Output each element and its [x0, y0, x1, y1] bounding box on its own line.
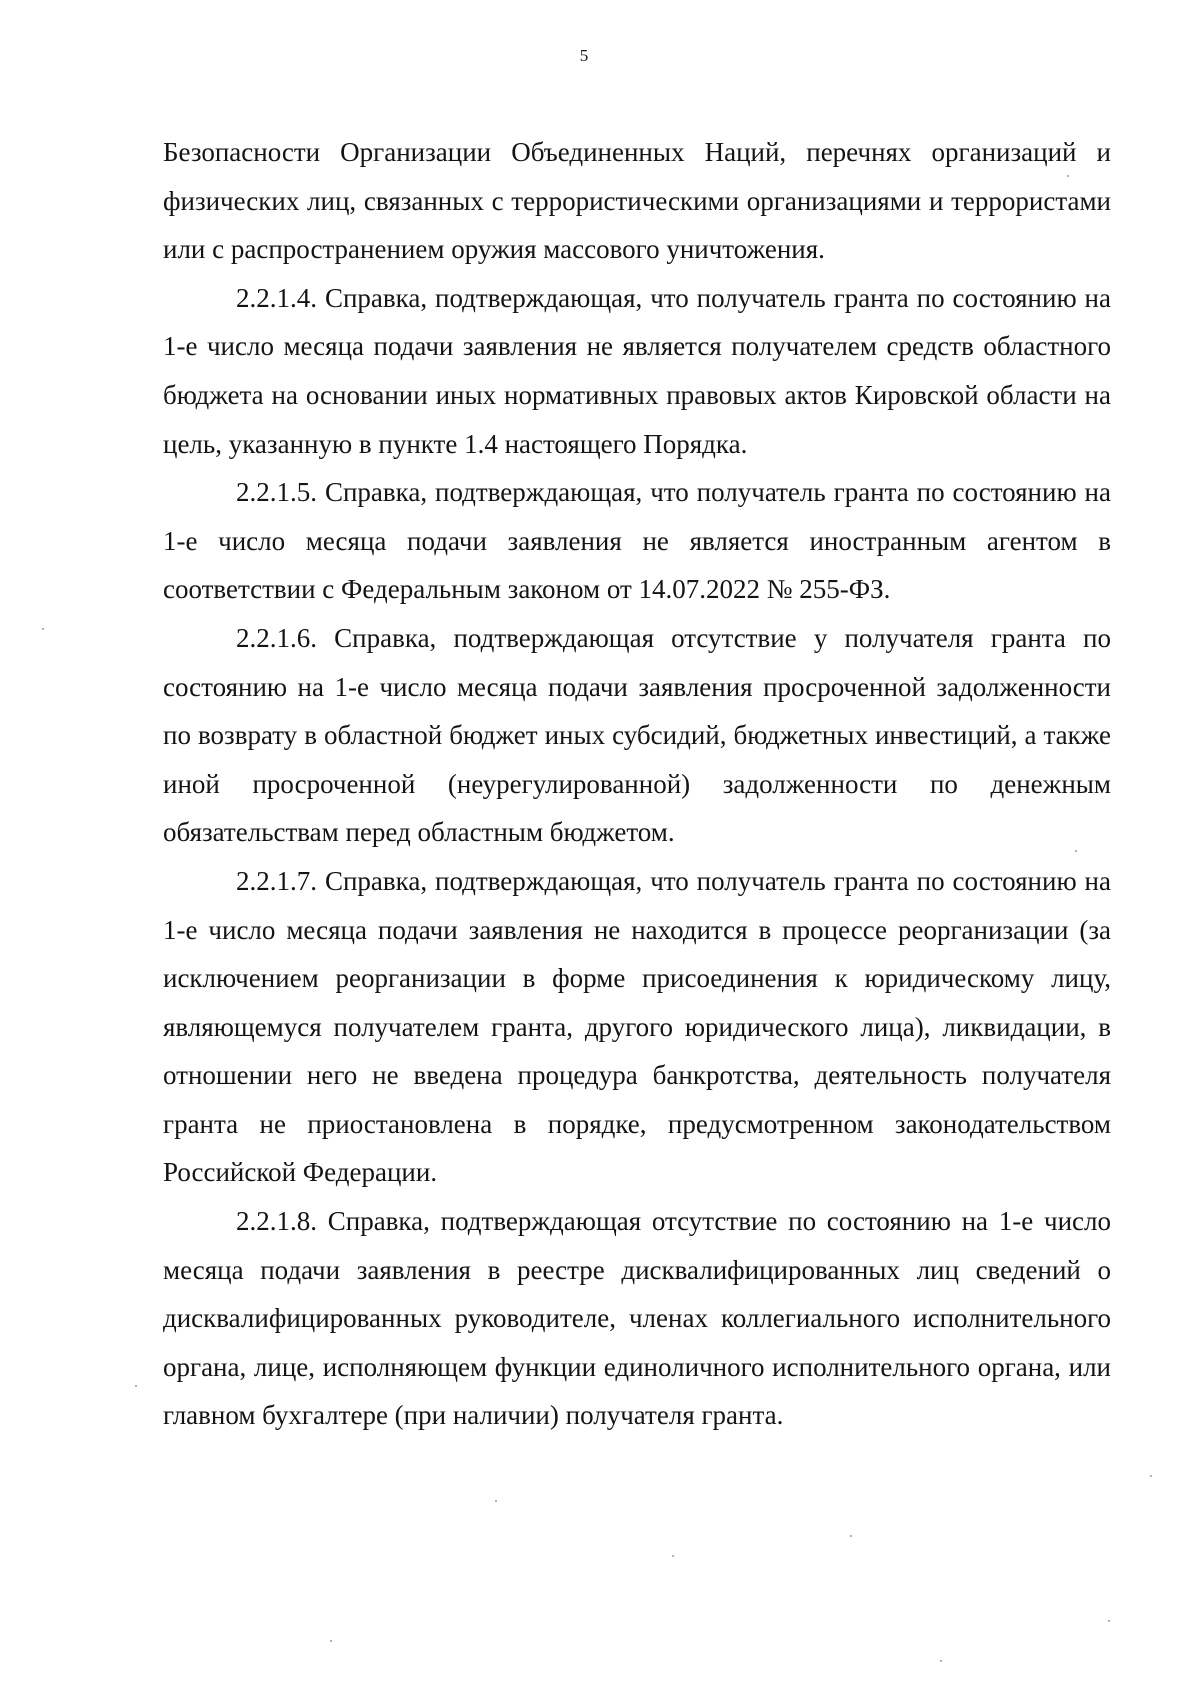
scan-speck — [1108, 1620, 1110, 1622]
scan-speck — [672, 1555, 674, 1557]
document-body — [163, 128, 1111, 1440]
paragraph-continuation: Безопасности Организации Объединенных Наций, перечнях организаций и физических лиц, связанных с террористическими организациями и террористами или с распространением оружия массового уничтожения. — [163, 137, 1111, 265]
paragraph-2-2-1-7: 2.2.1.7. Справка, подтверждающая, что получатель гранта по состоянию на 1-е число месяца подачи заявления не находится в процессе реорганизации (за исключением реорганизации в форме присоединения к юридическому лицу, являющемуся получателем гранта, другого юридического лица), ликвидации, в отношении него не введена процедура банкротства, деятельность получателя гранта не приостановлена в порядке, предусмотренном законодательством Российской Федерации. — [163, 865, 1111, 1188]
scan-speck — [135, 1385, 137, 1387]
paragraph-2-2-1-4: 2.2.1.4. Справка, подтверждающая, что получатель гранта по состоянию на 1-е число месяца подачи заявления не является получателем средств областного бюджета на основании иных нормативных правовых актов Кировской области на цель, указанную в пункте 1.4 настоящего Порядка. — [163, 282, 1111, 459]
scan-speck — [495, 1500, 497, 1502]
scan-speck — [330, 1640, 332, 1642]
page-number: 5 — [579, 46, 589, 65]
scan-speck — [1075, 850, 1077, 852]
paragraph-2-2-1-8: 2.2.1.8. Справка, подтверждающая отсутствие по состоянию на 1-е число месяца подачи заявления в реестре дисквалифицированных лиц сведений о дисквалифицированных руководителе, членах коллегиального исполнительного органа, лице, исполняющем функции единоличного исполнительного органа, или главном бухгалтере (при наличии) получателя гранта. — [163, 1206, 1111, 1431]
scan-speck — [1150, 1475, 1152, 1477]
scan-speck — [42, 628, 44, 630]
scan-speck — [940, 1660, 942, 1662]
scan-speck — [1067, 175, 1069, 177]
paragraph-2-2-1-5: 2.2.1.5. Справка, подтверждающая, что получатель гранта по состоянию на 1-е число месяца подачи заявления не является иностранным агентом в соответствии с Федеральным законом от 14.07.2022 № 255-ФЗ. — [163, 477, 1111, 605]
paragraph-2-2-1-6: 2.2.1.6. Справка, подтверждающая отсутствие у получателя гранта по состоянию на 1-е число месяца подачи заявления просроченной задолженности по возврату в областной бюджет иных субсидий, бюджетных инвестиций, а также иной просроченной (неурегулированной) задолженности по денежным обязательствам перед областным бюджетом. — [163, 622, 1111, 848]
scan-speck — [850, 1535, 852, 1537]
